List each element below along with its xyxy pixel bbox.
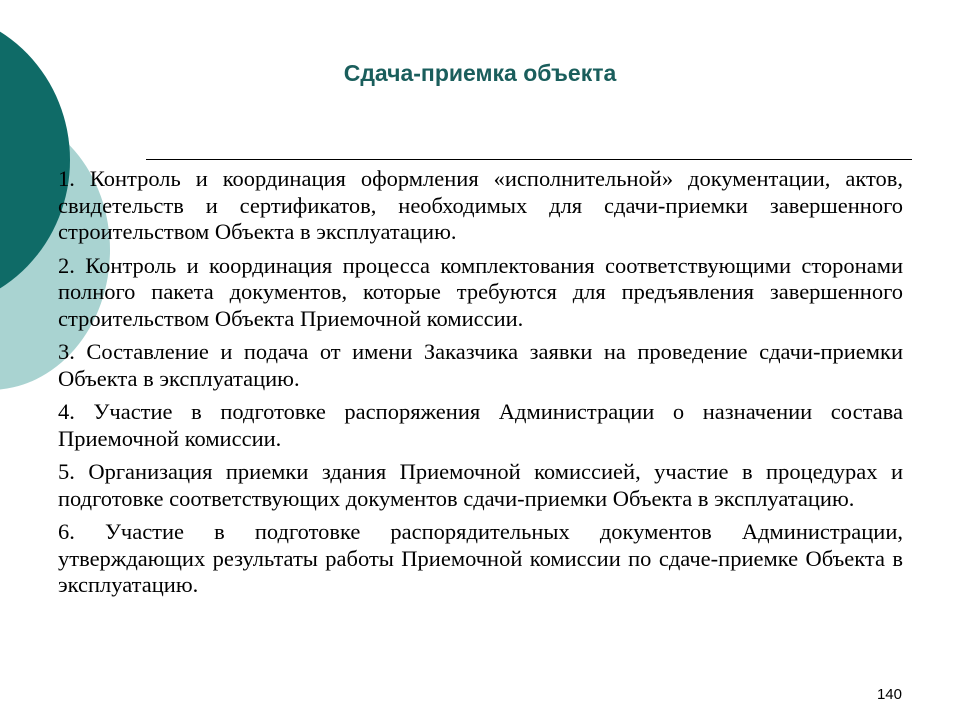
list-item-2: 2. Контроль и координация процесса комплектования соответствующими сторонами полного пакета документов, которые требуются для предъявления завершенного строительством Объекта Приемочной комиссии. xyxy=(58,252,903,331)
slide-body xyxy=(58,166,903,606)
page-number: 140 xyxy=(876,686,902,703)
list-item-1: 1. Контроль и координация оформления «исполнительной» документации, актов, свидетельств и сертификатов, необходимых для сдачи-приемки завершенного строительством Объекта в эксплуатацию. xyxy=(58,166,903,244)
list-item-4: 4. Участие в подготовке распоряжения Администрации о назначении состава Приемочной комиссии. xyxy=(58,399,903,451)
list-item-5: 5. Организация приемки здания Приемочной комиссией, участие в процедурах и подготовке соответствующих документов сдачи-приемки Объекта в эксплуатацию. xyxy=(58,459,903,511)
list-item-6: 6. Участие в подготовке распорядительных документов Администрации, утверждающих результаты работы Приемочной комиссии по сдаче-приемке Объекта в эксплуатацию. xyxy=(58,519,903,597)
list-item-3: 3. Составление и подача от имени Заказчика заявки на проведение сдачи-приемки Объекта в эксплуатацию. xyxy=(58,339,903,391)
slide-title: Сдача-приемка объекта xyxy=(343,60,617,86)
divider-line xyxy=(146,159,912,160)
